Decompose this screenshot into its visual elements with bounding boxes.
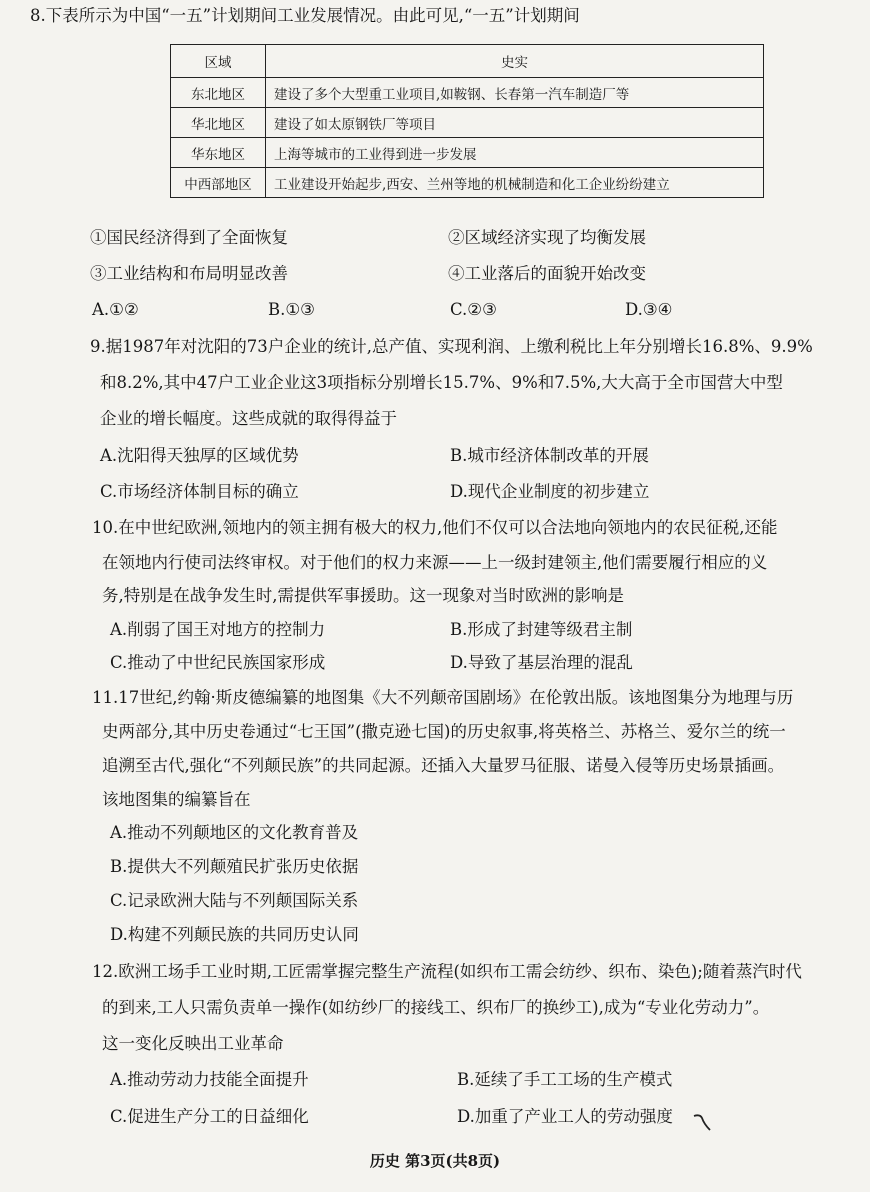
q8-item-1: ①国民经济得到了全面恢复 xyxy=(90,228,288,247)
table-cell-region: 东北地区 xyxy=(171,78,266,108)
q9-stem-line-2: 和8.2%,其中47户工业企业这3项指标分别增长15.7%、9%和7.5%,大大高于全市国营大中型 xyxy=(100,373,783,392)
q12-option-b[interactable]: B.延续了手工工场的生产模式 xyxy=(457,1070,673,1089)
q12-stem-line-1: 12.欧洲工场手工业时期,工匠需掌握完整生产流程(如织布工需会纺纱、织布、染色);随着蒸汽时代 xyxy=(92,962,802,981)
q8-item-4: ④工业落后的面貌开始改变 xyxy=(448,264,646,283)
q10-option-c[interactable]: C.推动了中世纪民族国家形成 xyxy=(110,653,326,672)
table-row xyxy=(171,108,764,138)
q10-option-a[interactable]: A.削弱了国王对地方的控制力 xyxy=(110,620,326,639)
q11-option-a[interactable]: A.推动不列颠地区的文化教育普及 xyxy=(110,823,359,842)
q12-stem-line-2: 的到来,工人只需负责单一操作(如纺纱厂的接线工、织布厂的换纱工),成为“专业化劳动力”。 xyxy=(102,998,770,1017)
q12-option-d[interactable]: D.加重了产业工人的劳动强度 xyxy=(457,1107,673,1126)
table-row xyxy=(171,168,764,198)
q11-stem-line-2: 史两部分,其中历史卷通过“七王国”(撒克逊七国)的历史叙事,将英格兰、苏格兰、爱尔兰的统一 xyxy=(102,722,786,741)
q9-stem-line-1: 9.据1987年对沈阳的73户企业的统计,总产值、实现利润、上缴利税比上年分别增长16.8%、9.9% xyxy=(90,337,813,356)
table-header-region: 区域 xyxy=(171,45,266,78)
table-header-row xyxy=(171,45,764,78)
table-header-fact: 史实 xyxy=(266,45,764,78)
table-cell-fact: 建设了如太原钢铁厂等项目 xyxy=(266,108,764,138)
q10-stem-line-1: 10.在中世纪欧洲,领地内的领主拥有极大的权力,他们不仅可以合法地向领地内的农民征税,还能 xyxy=(92,518,778,537)
q11-stem-line-3: 追溯至古代,强化“不列颠民族”的共同起源。还插入大量罗马征服、诺曼入侵等历史场景插画。 xyxy=(102,756,785,775)
q11-stem-line-1: 11.17世纪,约翰·斯皮德编纂的地图集《大不列颠帝国剧场》在伦敦出版。该地图集分为地理与历 xyxy=(92,688,794,707)
table-cell-region: 华东地区 xyxy=(171,138,266,168)
q9-option-a[interactable]: A.沈阳得天独厚的区域优势 xyxy=(100,446,299,465)
pen-mark-icon xyxy=(690,1110,714,1134)
q8-stem: 8.下表所示为中国“一五”计划期间工业发展情况。由此可见,“一五”计划期间 xyxy=(30,6,580,25)
q11-option-c[interactable]: C.记录欧洲大陆与不列颠国际关系 xyxy=(110,891,359,910)
q8-table xyxy=(170,44,764,198)
q9-option-d[interactable]: D.现代企业制度的初步建立 xyxy=(450,482,650,501)
q11-stem-line-4: 该地图集的编纂旨在 xyxy=(102,790,251,809)
q8-option-c[interactable]: C.②③ xyxy=(450,300,497,319)
q11-option-d[interactable]: D.构建不列颠民族的共同历史认同 xyxy=(110,925,359,944)
q9-option-c[interactable]: C.市场经济体制目标的确立 xyxy=(100,482,299,501)
q9-option-b[interactable]: B.城市经济体制改革的开展 xyxy=(450,446,649,465)
q9-stem-line-3: 企业的增长幅度。这些成就的取得得益于 xyxy=(100,409,397,428)
q8-item-3: ③工业结构和布局明显改善 xyxy=(90,264,288,283)
table-row xyxy=(171,138,764,168)
q8-option-b[interactable]: B.①③ xyxy=(268,300,315,319)
table-cell-region: 中西部地区 xyxy=(171,168,266,198)
q10-option-b[interactable]: B.形成了封建等级君主制 xyxy=(450,620,633,639)
q12-option-a[interactable]: A.推动劳动力技能全面提升 xyxy=(110,1070,309,1089)
q8-option-a[interactable]: A.①② xyxy=(92,300,139,319)
q11-option-b[interactable]: B.提供大不列颠殖民扩张历史依据 xyxy=(110,857,359,876)
table-cell-fact: 工业建设开始起步,西安、兰州等地的机械制造和化工企业纷纷建立 xyxy=(266,168,764,198)
table-cell-region: 华北地区 xyxy=(171,108,266,138)
table-cell-fact: 上海等城市的工业得到进一步发展 xyxy=(266,138,764,168)
page-footer: 历史 第3页(共8页) xyxy=(369,1152,501,1170)
table-row xyxy=(171,78,764,108)
q12-option-c[interactable]: C.促进生产分工的日益细化 xyxy=(110,1107,309,1126)
q10-stem-line-2: 在领地内行使司法终审权。对于他们的权力来源——上一级封建领主,他们需要履行相应的义 xyxy=(102,553,768,572)
table-cell-fact: 建设了多个大型重工业项目,如鞍钢、长春第一汽车制造厂等 xyxy=(266,78,764,108)
q10-option-d[interactable]: D.导致了基层治理的混乱 xyxy=(450,653,633,672)
q10-stem-line-3: 务,特别是在战争发生时,需提供军事援助。这一现象对当时欧洲的影响是 xyxy=(102,586,624,605)
q12-stem-line-3: 这一变化反映出工业革命 xyxy=(102,1034,284,1053)
q8-item-2: ②区域经济实现了均衡发展 xyxy=(448,228,646,247)
q8-option-d[interactable]: D.③④ xyxy=(625,300,673,319)
